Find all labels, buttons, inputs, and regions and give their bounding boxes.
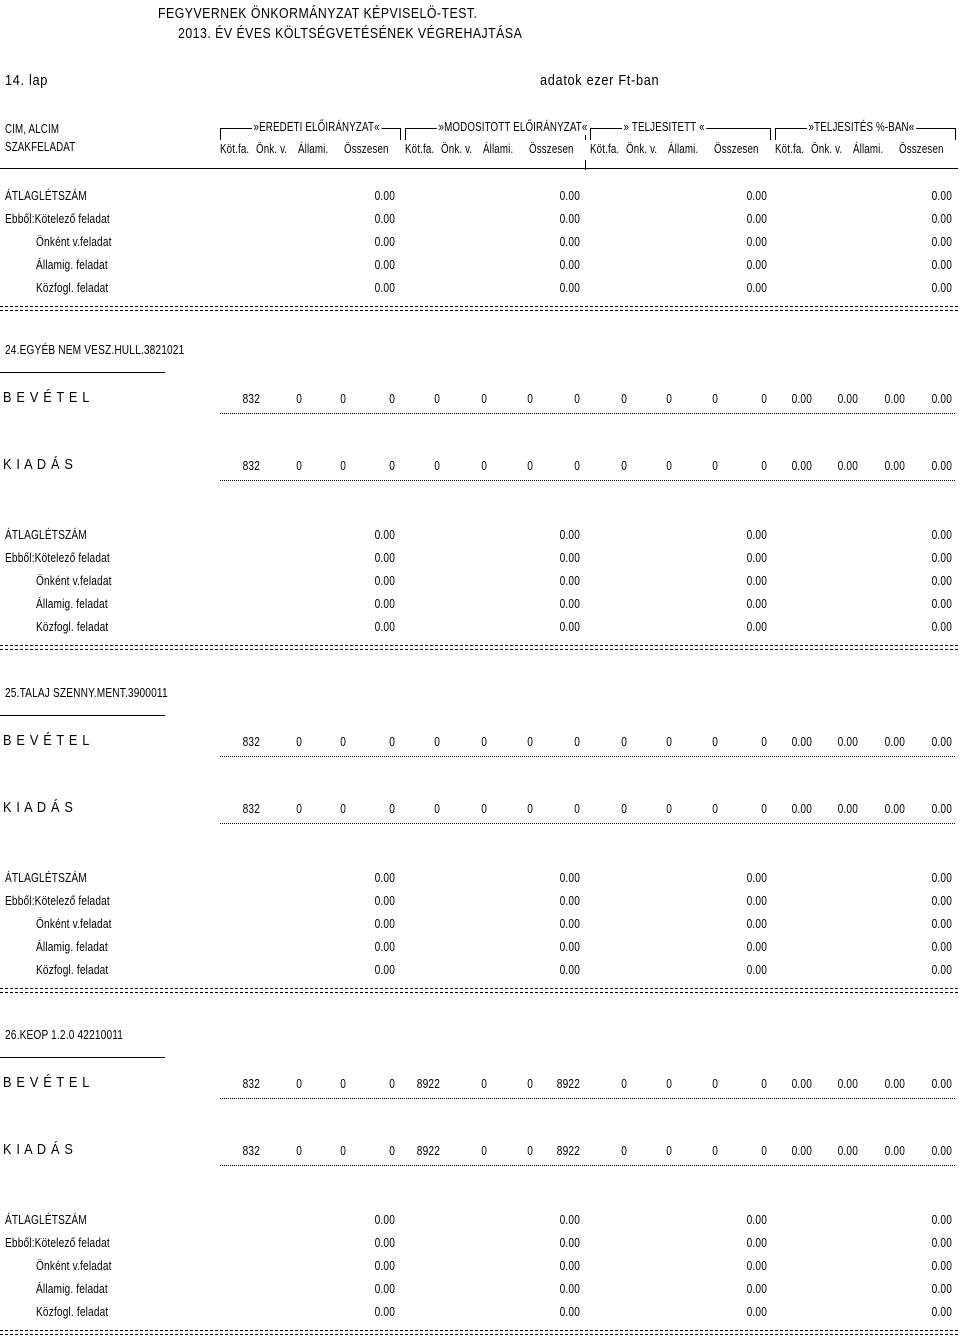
expense-value: 832	[242, 458, 260, 473]
revenue-value: 0	[666, 1076, 672, 1091]
sub-column-header: Köt.fa.	[590, 142, 620, 156]
staff-value: 0.00	[931, 527, 952, 542]
dotted-separator	[220, 1165, 955, 1166]
group-bracket-left	[220, 128, 221, 140]
staff-value: 0.00	[746, 280, 767, 295]
staff-label: Közfogl. feladat	[36, 1304, 109, 1319]
revenue-value: 0	[761, 734, 767, 749]
staff-value: 0.00	[559, 893, 580, 908]
staff-value: 0.00	[931, 280, 952, 295]
staff-value: 0.00	[374, 1235, 395, 1250]
group-header: » TELJESITETT «	[623, 120, 705, 134]
staff-label: Államig. feladat	[36, 596, 108, 611]
staff-label: Önként v.feladat	[36, 234, 112, 249]
staff-value: 0.00	[746, 1304, 767, 1319]
revenue-value: 0	[712, 391, 718, 406]
expense-value: 0	[666, 1143, 672, 1158]
sub-column-header: Köt.fa.	[775, 142, 805, 156]
staff-value: 0.00	[931, 188, 952, 203]
revenue-value: 0	[296, 1076, 302, 1091]
staff-value: 0.00	[931, 893, 952, 908]
staff-label: ÁTLAGLÉTSZÁM	[5, 188, 87, 203]
expense-value: 0	[527, 1143, 533, 1158]
staff-value: 0.00	[746, 234, 767, 249]
staff-value: 0.00	[746, 619, 767, 634]
group-header: »TELJESITÉS %-BAN«	[808, 120, 915, 134]
revenue-value: 0	[527, 734, 533, 749]
staff-value: 0.00	[559, 870, 580, 885]
staff-value: 0.00	[746, 211, 767, 226]
revenue-value: 0	[340, 1076, 346, 1091]
staff-value: 0.00	[559, 527, 580, 542]
staff-label: Államig. feladat	[36, 257, 108, 272]
staff-label: Ebből:Kötelező feladat	[5, 893, 110, 908]
report-title: FEGYVERNEK ÖNKORMÁNYZAT KÉPVISELÖ-TEST.	[158, 5, 478, 22]
staff-value: 0.00	[374, 893, 395, 908]
staff-value: 0.00	[931, 1304, 952, 1319]
expense-label: K I A D Á S	[3, 1141, 74, 1158]
staff-value: 0.00	[559, 962, 580, 977]
column-label-szakfeladat: SZAKFELADAT	[5, 140, 76, 154]
revenue-value: 0	[621, 734, 627, 749]
staff-value: 0.00	[374, 280, 395, 295]
staff-value: 0.00	[559, 619, 580, 634]
group-bracket-left	[775, 128, 776, 140]
staff-value: 0.00	[374, 1281, 395, 1296]
expense-value: 0.00	[931, 458, 952, 473]
staff-label: Államig. feladat	[36, 1281, 108, 1296]
expense-value: 0	[389, 801, 395, 816]
staff-value: 0.00	[931, 211, 952, 226]
revenue-value: 0	[527, 1076, 533, 1091]
section-title-underline	[0, 715, 165, 716]
revenue-value: 0.00	[837, 734, 858, 749]
expense-value: 0.00	[931, 801, 952, 816]
expense-value: 0	[389, 1143, 395, 1158]
column-label-cim: CIM, ALCIM	[5, 122, 60, 136]
staff-value: 0.00	[559, 1235, 580, 1250]
expense-value: 0	[527, 801, 533, 816]
expense-value: 0.00	[884, 1143, 905, 1158]
expense-value: 0	[340, 1143, 346, 1158]
staff-value: 0.00	[374, 596, 395, 611]
staff-value: 0.00	[374, 211, 395, 226]
staff-value: 0.00	[746, 916, 767, 931]
revenue-value: 0.00	[931, 734, 952, 749]
staff-value: 0.00	[559, 257, 580, 272]
staff-value: 0.00	[746, 550, 767, 565]
expense-value: 0	[434, 458, 440, 473]
staff-label: Közfogl. feladat	[36, 619, 109, 634]
sub-column-header: Állami.	[298, 142, 329, 156]
sub-column-header: Összesen	[529, 142, 574, 156]
staff-label: ÁTLAGLÉTSZÁM	[5, 870, 87, 885]
staff-label: Ebből:Kötelező feladat	[5, 550, 110, 565]
header-tick	[585, 160, 586, 170]
sub-column-header: Önk. v.	[441, 142, 473, 156]
revenue-value: 0.00	[884, 391, 905, 406]
revenue-value: 0	[621, 391, 627, 406]
staff-value: 0.00	[746, 893, 767, 908]
dotted-separator	[220, 756, 955, 757]
expense-value: 0	[712, 1143, 718, 1158]
revenue-label: B E V É T E L	[3, 732, 91, 749]
staff-value: 0.00	[931, 1281, 952, 1296]
revenue-value: 0	[666, 391, 672, 406]
staff-value: 0.00	[559, 280, 580, 295]
group-header: »MODOSITOTT ELŐIRÁNYZAT«	[438, 120, 588, 134]
staff-value: 0.00	[931, 916, 952, 931]
revenue-value: 0	[296, 734, 302, 749]
expense-value: 0	[621, 1143, 627, 1158]
revenue-value: 0	[389, 734, 395, 749]
section-title-underline	[0, 372, 165, 373]
revenue-value: 0	[340, 734, 346, 749]
expense-value: 0	[296, 801, 302, 816]
revenue-value: 0	[434, 391, 440, 406]
staff-value: 0.00	[931, 962, 952, 977]
group-bracket-left	[590, 128, 591, 140]
staff-label: ÁTLAGLÉTSZÁM	[5, 527, 87, 542]
expense-value: 0	[340, 458, 346, 473]
staff-value: 0.00	[746, 939, 767, 954]
staff-value: 0.00	[746, 870, 767, 885]
staff-value: 0.00	[559, 939, 580, 954]
staff-value: 0.00	[559, 596, 580, 611]
section-separator	[0, 306, 958, 311]
dotted-separator	[220, 1098, 955, 1099]
staff-value: 0.00	[746, 573, 767, 588]
staff-value: 0.00	[931, 939, 952, 954]
expense-value: 0.00	[884, 458, 905, 473]
staff-label: Közfogl. feladat	[36, 280, 109, 295]
expense-value: 0	[666, 458, 672, 473]
staff-value: 0.00	[746, 257, 767, 272]
expense-value: 8922	[416, 1143, 440, 1158]
expense-value: 0	[296, 458, 302, 473]
expense-value: 0	[621, 801, 627, 816]
staff-value: 0.00	[931, 619, 952, 634]
revenue-value: 0.00	[837, 391, 858, 406]
expense-label: K I A D Á S	[3, 456, 74, 473]
revenue-value: 0	[761, 1076, 767, 1091]
staff-value: 0.00	[746, 188, 767, 203]
group-bracket-right	[400, 128, 401, 140]
sub-column-header: Köt.fa.	[220, 142, 250, 156]
expense-value: 0.00	[791, 1143, 812, 1158]
sub-column-header: Önk. v.	[256, 142, 288, 156]
staff-value: 0.00	[559, 188, 580, 203]
staff-value: 0.00	[559, 234, 580, 249]
staff-value: 0.00	[374, 1258, 395, 1273]
revenue-label: B E V É T E L	[3, 1074, 91, 1091]
dotted-separator	[220, 413, 955, 414]
revenue-value: 832	[242, 391, 260, 406]
staff-value: 0.00	[374, 962, 395, 977]
staff-label: Államig. feladat	[36, 939, 108, 954]
expense-value: 0	[761, 1143, 767, 1158]
expense-value: 832	[242, 1143, 260, 1158]
expense-value: 0.00	[791, 801, 812, 816]
expense-value: 0.00	[837, 801, 858, 816]
revenue-value: 0	[621, 1076, 627, 1091]
staff-value: 0.00	[931, 1258, 952, 1273]
staff-label: Ebből:Kötelező feladat	[5, 1235, 110, 1250]
revenue-value: 0	[712, 734, 718, 749]
section-title-underline	[0, 1057, 165, 1058]
sub-column-header: Állami.	[853, 142, 884, 156]
revenue-value: 832	[242, 1076, 260, 1091]
staff-value: 0.00	[746, 527, 767, 542]
expense-value: 0	[761, 458, 767, 473]
revenue-value: 0	[296, 391, 302, 406]
expense-value: 0	[666, 801, 672, 816]
staff-value: 0.00	[931, 596, 952, 611]
group-bracket-right	[955, 128, 956, 140]
revenue-value: 0.00	[791, 734, 812, 749]
expense-value: 0	[712, 458, 718, 473]
staff-value: 0.00	[374, 1304, 395, 1319]
expense-value: 0.00	[837, 458, 858, 473]
expense-value: 0	[574, 458, 580, 473]
staff-value: 0.00	[374, 550, 395, 565]
staff-value: 0.00	[931, 870, 952, 885]
staff-value: 0.00	[374, 257, 395, 272]
sub-column-header: Állami.	[483, 142, 514, 156]
revenue-value: 832	[242, 734, 260, 749]
staff-value: 0.00	[931, 234, 952, 249]
expense-label: K I A D Á S	[3, 799, 74, 816]
expense-value: 0	[712, 801, 718, 816]
expense-value: 0	[434, 801, 440, 816]
expense-value: 0	[481, 1143, 487, 1158]
staff-value: 0.00	[746, 1258, 767, 1273]
expense-value: 832	[242, 801, 260, 816]
expense-value: 0	[761, 801, 767, 816]
expense-value: 0	[296, 1143, 302, 1158]
section-separator	[0, 1330, 958, 1335]
staff-value: 0.00	[931, 257, 952, 272]
staff-value: 0.00	[746, 962, 767, 977]
revenue-value: 0	[761, 391, 767, 406]
expense-value: 0.00	[884, 801, 905, 816]
staff-value: 0.00	[746, 1212, 767, 1227]
staff-value: 0.00	[374, 234, 395, 249]
expense-value: 0	[574, 801, 580, 816]
revenue-value: 0	[712, 1076, 718, 1091]
section-title: 24.EGYÉB NEM VESZ.HULL.3821021	[5, 342, 185, 357]
revenue-value: 0	[481, 734, 487, 749]
sub-column-header: Önk. v.	[626, 142, 658, 156]
staff-value: 0.00	[559, 211, 580, 226]
section-title: 26.KEOP 1.2.0 42210011	[5, 1027, 124, 1042]
staff-value: 0.00	[931, 573, 952, 588]
group-bracket-right	[770, 128, 771, 140]
revenue-value: 0.00	[791, 391, 812, 406]
group-header: »EREDETI ELŐIRÁNYZAT«	[253, 120, 380, 134]
section-separator	[0, 645, 958, 650]
page-label: 14. lap	[5, 72, 49, 89]
revenue-value: 8922	[416, 1076, 440, 1091]
expense-value: 0.00	[837, 1143, 858, 1158]
expense-value: 0.00	[791, 458, 812, 473]
expense-value: 0	[527, 458, 533, 473]
staff-label: Közfogl. feladat	[36, 962, 109, 977]
staff-value: 0.00	[374, 939, 395, 954]
dotted-separator	[220, 823, 955, 824]
staff-value: 0.00	[746, 1281, 767, 1296]
dotted-separator	[220, 480, 955, 481]
staff-label: Önként v.feladat	[36, 573, 112, 588]
sub-column-header: Állami.	[668, 142, 699, 156]
report-subtitle: 2013. ÉV ÉVES KÖLTSÉGVETÉSÉNEK VÉGREHAJTÁSA	[178, 25, 523, 42]
staff-value: 0.00	[746, 1235, 767, 1250]
revenue-value: 0.00	[791, 1076, 812, 1091]
staff-value: 0.00	[559, 1304, 580, 1319]
staff-value: 0.00	[374, 573, 395, 588]
sub-column-header: Összesen	[344, 142, 389, 156]
staff-value: 0.00	[374, 619, 395, 634]
revenue-value: 0	[527, 391, 533, 406]
revenue-value: 0	[340, 391, 346, 406]
staff-label: Önként v.feladat	[36, 1258, 112, 1273]
section-separator	[0, 988, 958, 993]
expense-value: 8922	[556, 1143, 580, 1158]
staff-value: 0.00	[374, 870, 395, 885]
revenue-value: 0.00	[837, 1076, 858, 1091]
revenue-value: 0	[481, 1076, 487, 1091]
revenue-value: 0.00	[884, 734, 905, 749]
staff-value: 0.00	[559, 550, 580, 565]
revenue-value: 0	[389, 391, 395, 406]
revenue-value: 0.00	[931, 391, 952, 406]
expense-value: 0	[340, 801, 346, 816]
staff-value: 0.00	[559, 1212, 580, 1227]
group-bracket-left	[405, 128, 406, 140]
expense-value: 0	[621, 458, 627, 473]
revenue-value: 0	[574, 734, 580, 749]
staff-value: 0.00	[559, 1281, 580, 1296]
sub-column-header: Köt.fa.	[405, 142, 435, 156]
revenue-label: B E V É T E L	[3, 389, 91, 406]
staff-value: 0.00	[374, 188, 395, 203]
revenue-value: 0	[389, 1076, 395, 1091]
staff-label: ÁTLAGLÉTSZÁM	[5, 1212, 87, 1227]
revenue-value: 0	[434, 734, 440, 749]
revenue-value: 0	[574, 391, 580, 406]
expense-value: 0	[481, 801, 487, 816]
staff-value: 0.00	[931, 1235, 952, 1250]
staff-label: Önként v.feladat	[36, 916, 112, 931]
header-bottom-line	[0, 168, 958, 169]
staff-value: 0.00	[559, 916, 580, 931]
sub-column-header: Önk. v.	[811, 142, 843, 156]
sub-column-header: Összesen	[899, 142, 944, 156]
staff-value: 0.00	[931, 1212, 952, 1227]
staff-value: 0.00	[931, 550, 952, 565]
revenue-value: 0	[481, 391, 487, 406]
staff-value: 0.00	[374, 916, 395, 931]
revenue-value: 0	[666, 734, 672, 749]
expense-value: 0	[481, 458, 487, 473]
staff-value: 0.00	[559, 573, 580, 588]
staff-value: 0.00	[374, 527, 395, 542]
expense-value: 0.00	[931, 1143, 952, 1158]
section-title: 25.TALAJ SZENNY.MENT.3900011	[5, 685, 168, 700]
units-label: adatok ezer Ft-ban	[540, 72, 660, 89]
staff-label: Ebből:Kötelező feladat	[5, 211, 110, 226]
revenue-value: 0.00	[884, 1076, 905, 1091]
expense-value: 0	[389, 458, 395, 473]
revenue-value: 0.00	[931, 1076, 952, 1091]
revenue-value: 8922	[556, 1076, 580, 1091]
staff-value: 0.00	[374, 1212, 395, 1227]
sub-column-header: Összesen	[714, 142, 759, 156]
staff-value: 0.00	[559, 1258, 580, 1273]
staff-value: 0.00	[746, 596, 767, 611]
